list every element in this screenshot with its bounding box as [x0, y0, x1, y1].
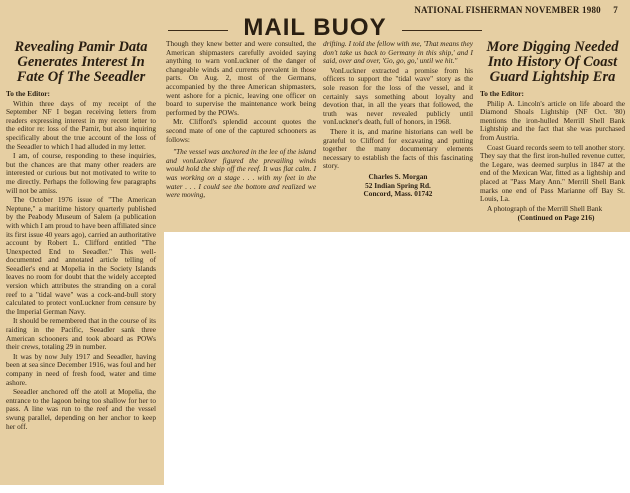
article-pamir-column — [6, 40, 156, 432]
paragraph: Coast Guard records seem to tell another story. They say that the first iron-hulled revenue cutter, the Legare, was deemed surplus in 1847 at the end of the Mexican War, fitted as a lightship and placed at "Pass Mary Ann." Merrill Shell Bank marks one end of Pass Marianne off Bay St. Louis, La. — [480, 142, 625, 204]
paragraph: The October 1976 issue of "The American Neptune," a maritime history quarterly published by the Peabody Museum of Salem (a publication with which I am proud to have been affiliated since its first issue 40 years ago), carried an authoritative account by Robert L. Clifford entitled "The Unexpected End to Seeadler." This well-documented and annotated article telling of Seeadler's end at Mopelia in the Society Islands leaves no room for doubt that the widely accepted version which attributes the stranding on a coral reef to a "tidal wave" was a cock-and-bull story calculated to protect vonLuckner from censure by the Imperial German Navy. — [6, 195, 157, 316]
paragraph: Within three days of my receipt of the September NF I began receiving letters from readers expressing interest in my recent letter to the editor re: loss of the Pamir, but also inquiring specifically about the true account of the loss of the Seeadler to which I had alluded in my letter. — [6, 98, 156, 151]
continued-note: (Continued on Page 216) — [517, 213, 595, 223]
paragraph: A photograph of the Merrill Shell Bank — [487, 203, 603, 213]
paragraph: Though they knew better and were consulted, the American shipmasters carefully avoided saying anything to warn vonLuckner of the danger of changeable winds and currents prevalent in those parts. On Aug. 2, most of the Germans, accompanied by the three American shipmasters, went ashore for a picnic, leaving one officer on board to supervise the maintenance work being performed by the POWs. — [166, 39, 316, 117]
salutation-lightship: To the Editor: — [480, 89, 524, 98]
masthead-rule-left — [168, 30, 228, 31]
paragraph: I am, of course, responding to these inquiries, but the chances are that many other readers are interested or curious but not motivated to write to me directly. Perhaps the following few paragraphs will not be amiss. — [6, 151, 156, 195]
quote-paragraph: drifting. I told the fellow with me, 'That means they don't take us back to Germany in this ship,' and I said, over and over, 'Go, go, go,' until we hit." — [323, 39, 473, 66]
article-pamir-continued-column — [166, 40, 316, 201]
signature-name: Charles S. Morgan — [368, 171, 428, 181]
paragraph: It should be remembered that in the course of its raiding in the Pacific, Seeadler sank three American schooners and took aboard as POWs their crews, totaling 29 in number. — [6, 316, 156, 352]
quote-paragraph: "The vessel was anchored in the lee of the island and vonLuckner figured the prevailing winds would hold the ship off the reef. It was flat calm. I was working on a stage . . . with my feet in the water . . . I could see the bottom and realized we were moving, — [166, 147, 316, 200]
paragraph: There it is, and marine historians can well be grateful to Clifford for excavating and putting together the many documentary elements necessary to establish the facts of this fascinating story. — [323, 126, 473, 171]
section-title: MAIL BUOY — [243, 14, 387, 41]
page-header — [414, 5, 618, 15]
paragraph: It was by now July 1917 and Seeadler, having been at sea since December 1916, was foul and her company in need of fresh food, water and time ashore. — [6, 351, 156, 387]
article-lightship-column — [480, 40, 625, 224]
paragraph: Mr. Clifford's splendid account quotes the second mate of one of the captured schooners as follows: — [166, 117, 316, 144]
masthead-rule-right — [402, 30, 482, 31]
publication-line: NATIONAL FISHERMAN NOVEMBER 1980 — [414, 5, 601, 15]
signature-city: Concord, Mass. 01742 — [363, 189, 433, 199]
paragraph: Philip A. Lincoln's article on life aboard the Diamond Shoals Lightship (NF Oct. '80) mentions the iron-hulled Merrill Shell Bank Lightship and the fact that she was purchased from Austria. — [480, 98, 625, 142]
paragraph: VonLuckner extracted a promise from his officers to support the "tidal wave" story as the sole reason for the loss of the vessel, and it certainly says something about loyalty and devotion that, in all the years that followed, the truth was never revealed publicly until vonLuckner's death, full of honors, in 1968. — [323, 65, 473, 127]
salutation-pamir: To the Editor: — [6, 89, 50, 98]
headline-pamir: Revealing Pamir Data Generates Interest In Fate Of The Seeadler — [14, 39, 148, 85]
signature-street: 52 Indian Spring Rd. — [365, 180, 431, 190]
article-pamir-conclusion-column — [323, 40, 473, 199]
paragraph: Seeadler anchored off the atoll at Mopelia, the entrance to the lagoon being too shallow for her to pass. A line was run to the reef and the vessel swung parallel, depending on her anchor to keep her off. — [6, 387, 156, 431]
headline-lightship: More Digging Needed Into History Of Coast Guard Lightship Era — [486, 39, 619, 85]
page-number: 7 — [613, 5, 618, 15]
